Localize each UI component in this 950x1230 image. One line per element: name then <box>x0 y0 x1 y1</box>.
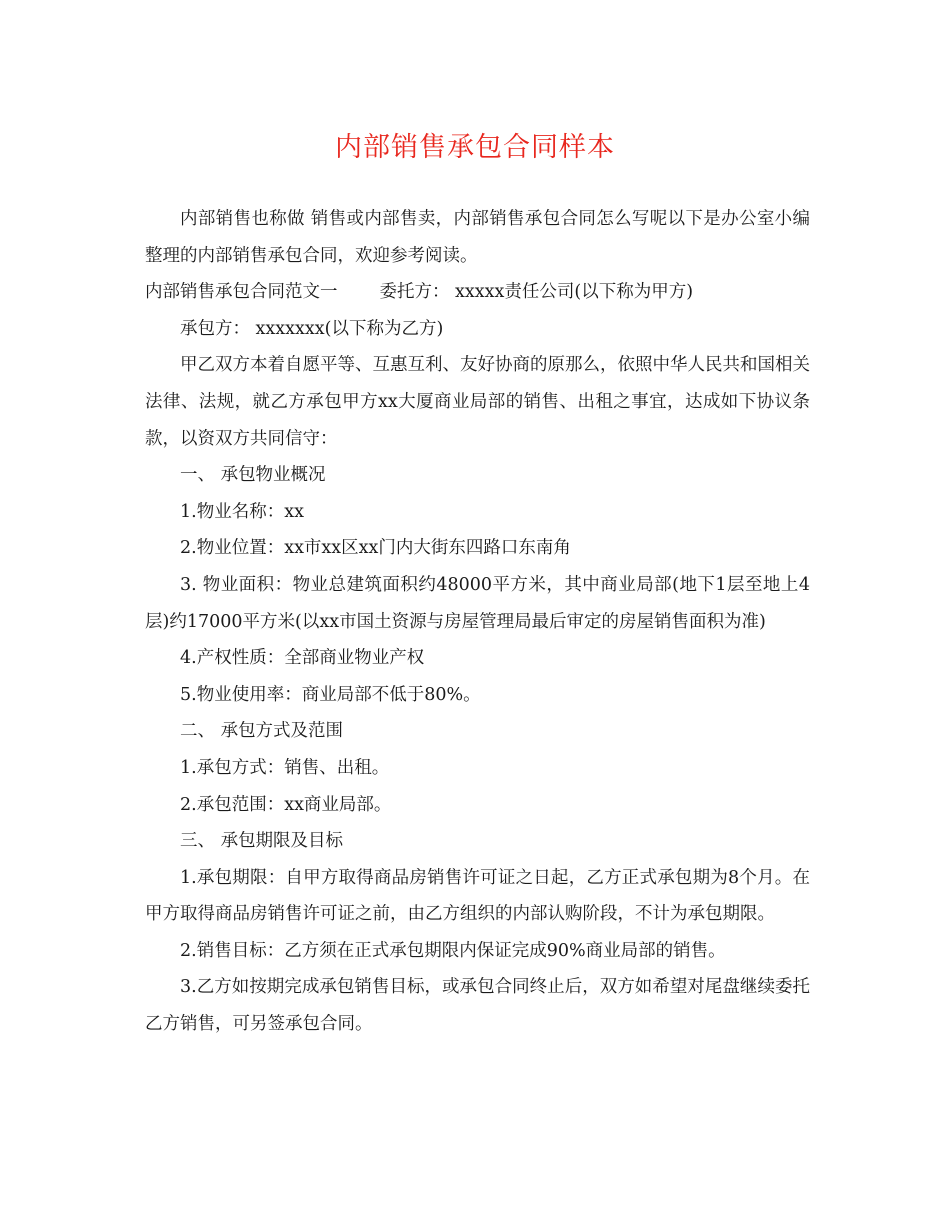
clause-3-2: 2.销售目标：乙方须在正式承包期限内保证完成90%商业局部的销售。 <box>180 940 726 961</box>
clause-3-1: 1.承包期限：自甲方取得商品房销售许可证之日起，乙方正式承包期为8个月。在甲方取得商品房销售许可证之前，由乙方组织的内部认购阶段，不计为承包期限。 <box>145 867 810 925</box>
section-heading-3: 三、 承包期限及目标 <box>180 831 344 852</box>
clause-2-2: 2.承包范围：xx商业局部。 <box>180 794 392 815</box>
contractor-party: 承包方： xxxxxxx(以下称为乙方) <box>180 318 444 339</box>
sample-heading: 内部销售承包合同范文一 <box>145 282 338 303</box>
clause-1-2: 2.物业位置：xx市xx区xx门内大街东四路口东南角 <box>180 538 571 559</box>
clause-1-4: 4.产权性质：全部商业物业产权 <box>180 648 425 669</box>
clause-2-1: 1.承包方式：销售、出租。 <box>180 757 390 778</box>
intro-paragraph: 内部销售也称做 销售或内部售卖，内部销售承包合同怎么写呢以下是办公室小编整理的内部销售承包合同，欢迎参考阅读。 <box>145 209 810 266</box>
section-heading-1: 一、 承包物业概况 <box>180 465 326 486</box>
clause-1-1: 1.物业名称：xx <box>180 501 304 522</box>
client-party: 委托方： xxxxx责任公司(以下称为甲方) <box>379 282 694 303</box>
clause-3-3: 3.乙方如按期完成承包销售目标，或承包合同终止后，双方如希望对尾盘继续委托乙方销售，可另签承包合同。 <box>145 977 810 1035</box>
sample-heading-line <box>145 274 810 311</box>
section-heading-2: 二、 承包方式及范围 <box>180 721 344 742</box>
clause-1-3: 3. 物业面积：物业总建筑面积约48000平方米，其中商业局部(地下1层至地上4层)约17000平方米(以xx市国土资源与房屋管理局最后审定的房屋销售面积为准) <box>145 574 810 632</box>
page-title: 内部销售承包合同样本 <box>335 132 615 163</box>
document-body <box>145 201 810 1043</box>
preamble-paragraph: 甲乙双方本着自愿平等、互惠互利、友好协商的原那么，依照中华人民共和国相关法律、法规，就乙方承包甲方xx大厦商业局部的销售、出租之事宜，达成如下协议条款，以资双方共同信守： <box>145 355 810 449</box>
clause-1-5: 5.物业使用率：商业局部不低于80%。 <box>180 684 481 705</box>
